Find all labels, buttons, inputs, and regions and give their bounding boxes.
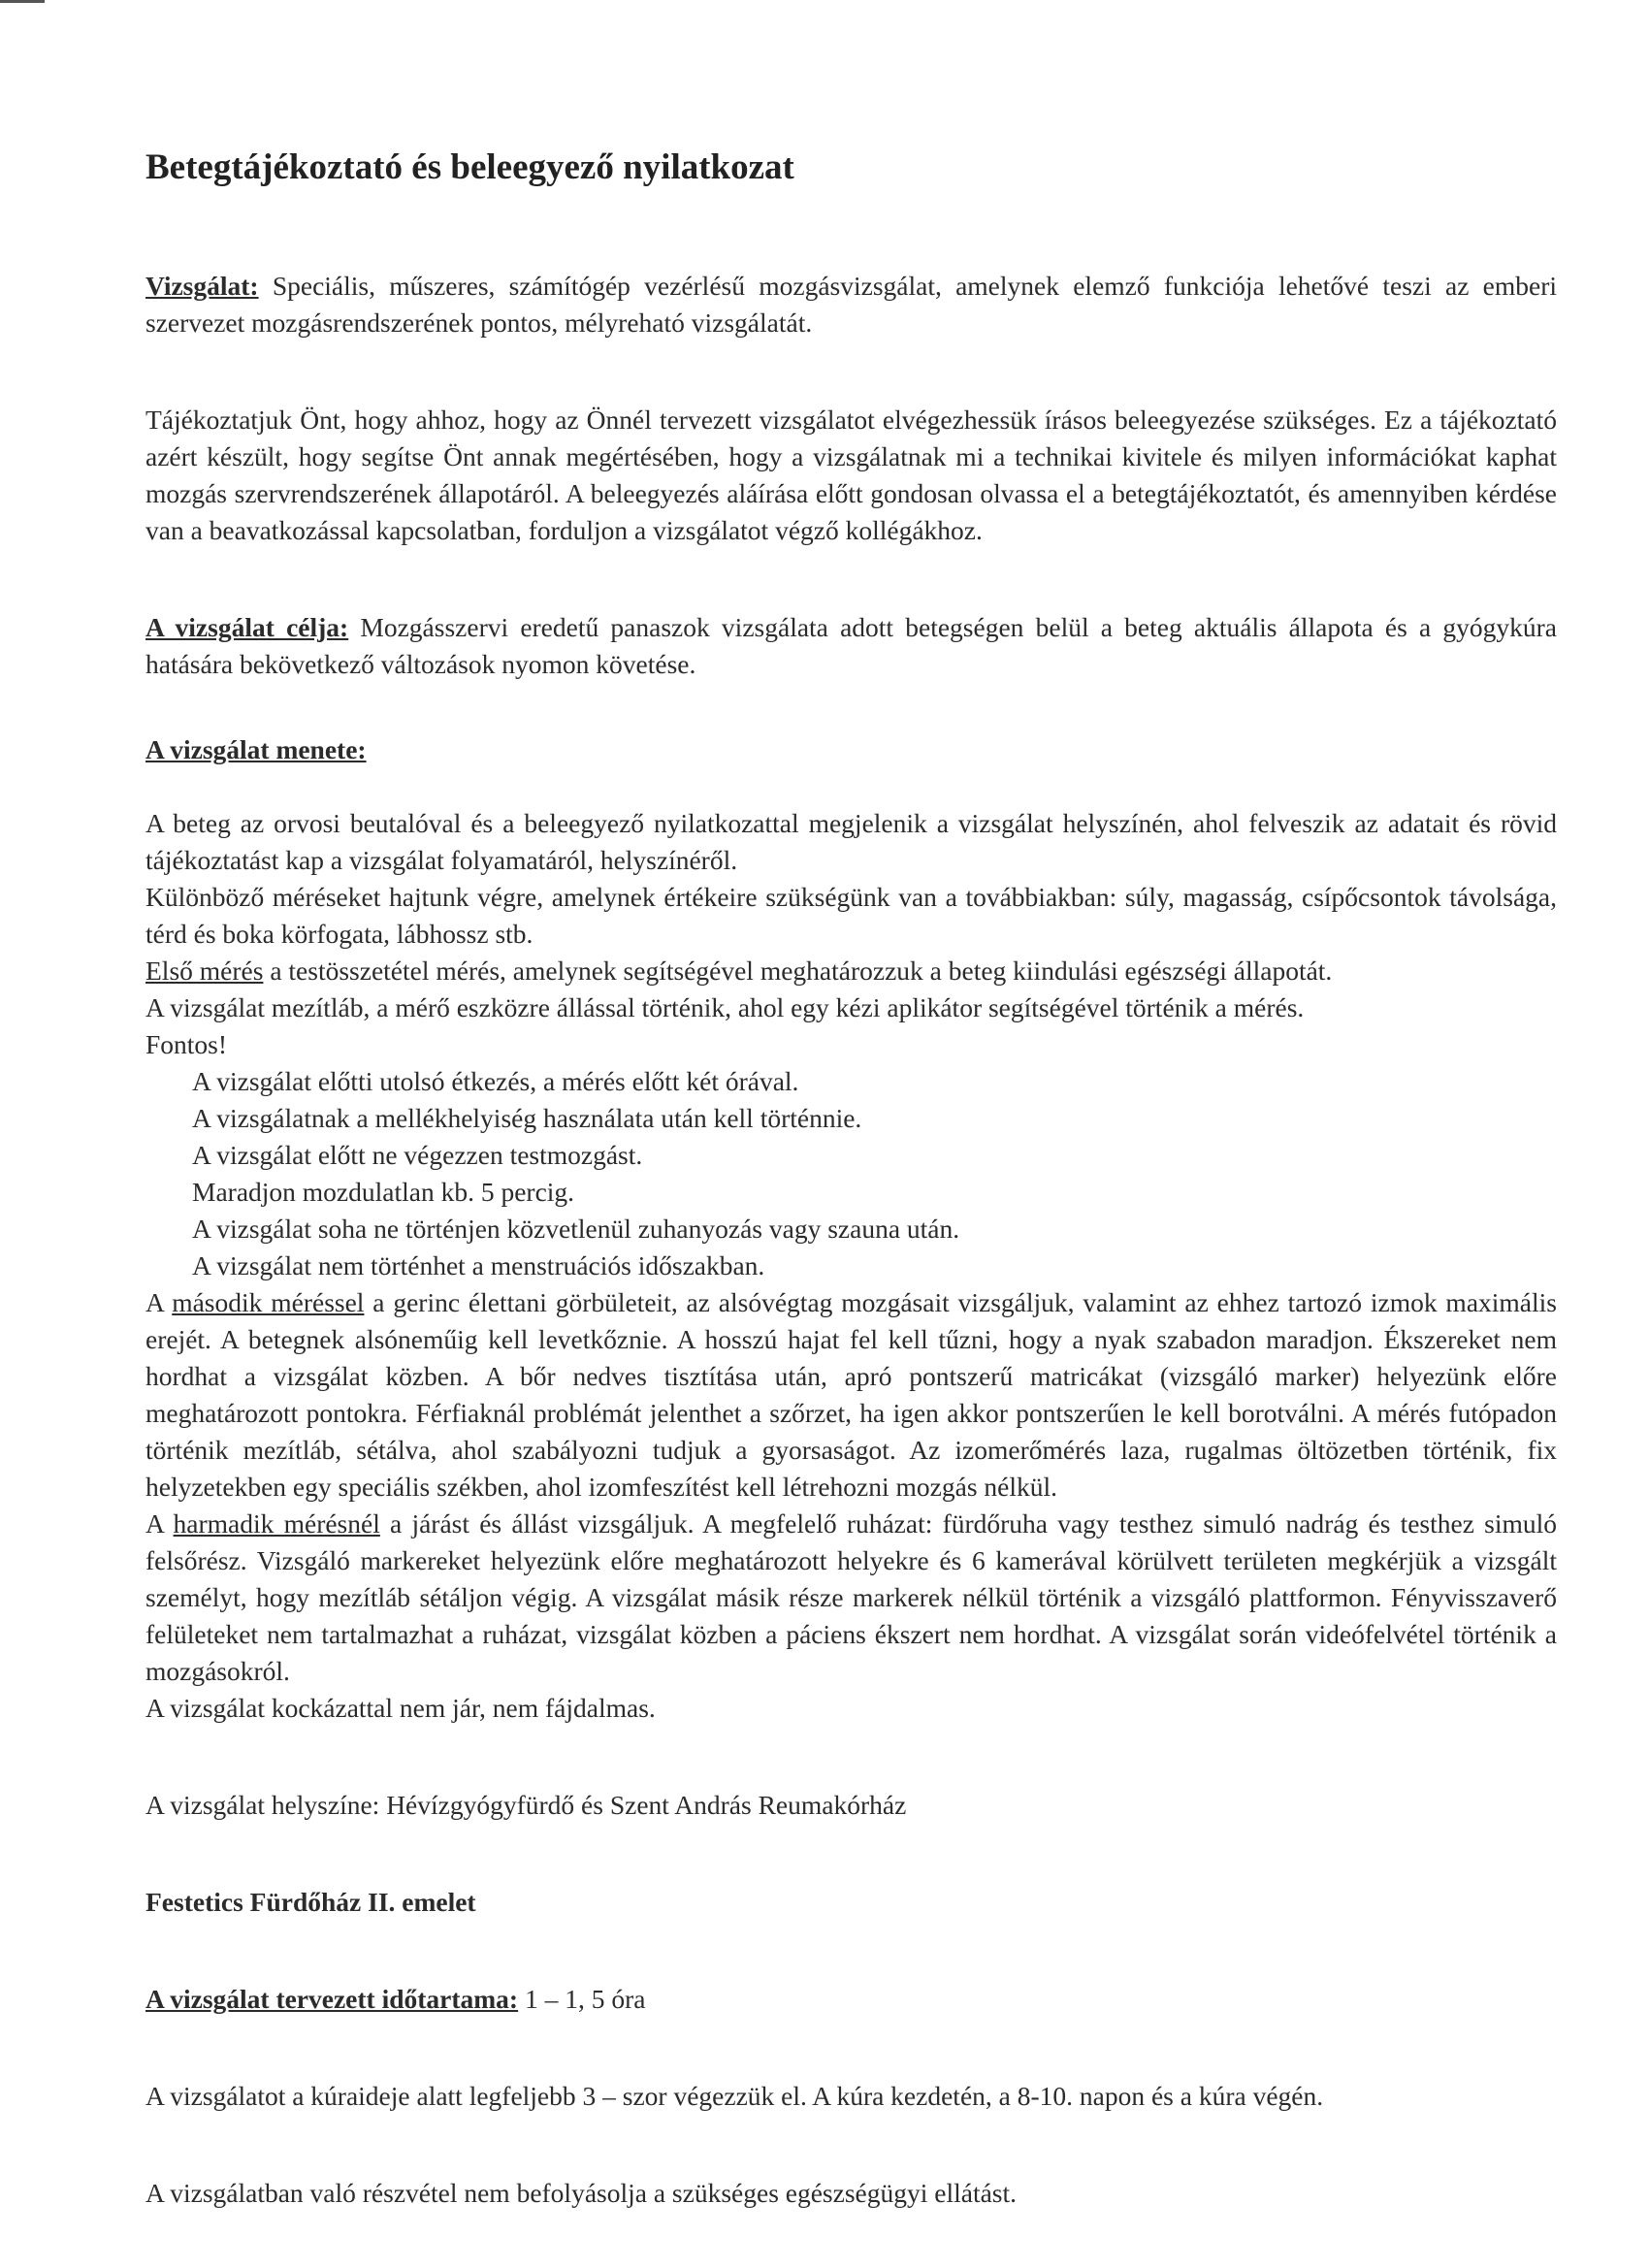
procedure-section [146,805,1557,1727]
list-item: A vizsgálat soha ne történjen közvetlenül zuhanyozás vagy szauna után. [192,1214,960,1244]
risk-statement: A vizsgálat kockázattal nem jár, nem fájdalmas. [146,1693,656,1723]
intro-paragraph: Tájékoztatjuk Önt, hogy ahhoz, hogy az Önnél tervezett vizsgálatot elvégezhessük írásos beleegyezése szükséges. Ez a tájékoztató azért készült, hogy segítse Önt annak megértésében, hogy a vizsgálatnak mi a technikai kivitele és milyen információkat kaphat mozgás szervrendszerének állapotáról. A beleegyezés aláírása előtt gondosan olvassa el a betegtájékoztatót, és amennyiben kérdése van a beavatkozással kapcsolatban, forduljon a vizsgálatot végző kollégákhoz. [146,405,1557,545]
procedure-first-measurement [146,953,1557,989]
third-measurement-text: a járást és állást vizsgáljuk. A megfelelő ruházat: fürdőruha vagy testhez simuló nadrág és testhez simuló felsőrész. Vizsgáló markereket helyezünk előre meghatározott helyekre és 6 kamerával körülvett területen megkérjük a vizsgált személyt, hogy mezítláb sétáljon végig. A vizsgálat másik része markerek nélkül történik a vizsgáló plattformon. Fényvisszaverő felületeket nem tartalmazhat a ruházat, vizsgálat közben a páciens ékszert nem hordhat. A vizsgálat során videófelvétel történik a mozgásokról. [146,1508,1558,1686]
document-title: Betegtájékoztató és beleegyező nyilatkozat [146,147,794,187]
purpose-text: Mozgásszervi eredetű panaszok vizsgálata adott betegségen belül a beteg aktuális állapota és a gyógykúra hatására bekövetkező változások nyomon követése. [146,612,1558,679]
first-measurement-text: a testösszetétel mérés, amelynek segítségével meghatározzuk a beteg kiindulási egészségi állapotát. [263,956,1333,986]
exam-location: A vizsgálat helyszíne: Hévízgyógyfürdő és Szent András Reumakórház [146,1790,907,1820]
procedure-arrival: A beteg az orvosi beutalóval és a beleegyező nyilatkozattal megjelenik a vizsgálat helyszínén, ahol felveszik az adatait és rövid tájékoztatást kap a vizsgálat folyamatáról, helyszínéről. [146,808,1557,875]
procedure-label: A vizsgálat menete: [146,734,367,764]
scan-edge-mark [0,0,45,3]
exam-purpose [146,609,1557,683]
exam-definition [146,268,1557,341]
exam-duration [146,1981,1557,2018]
list-item: A vizsgálat előtti utolsó étkezés, a mérés előtt két órával. [192,1066,799,1096]
second-prefix: A [146,1287,173,1317]
procedure-barefoot: A vizsgálat mezítláb, a mérő eszközre állással történik, ahol egy kézi aplikátor segítségével történik a mérés. [146,992,1305,1022]
purpose-label: A vizsgálat célja: [146,612,349,642]
building-floor: Festetics Fürdőház II. emelet [146,1887,476,1917]
procedure-heading [146,731,1557,768]
third-prefix: A [146,1508,174,1539]
second-measurement-text: a gerinc élettani görbületeit, az alsóvégtag mozgásait vizsgáljuk, valamint az ehhez tartozó izmok maximális erejét. A betegnek alsóneműig kell levetkőznie. A hosszú hajat fel kell tűzni, hogy a nyak szabadon maradjon. Ékszereket nem hordhat a vizsgálat közben. A bőr nedves tisztítása után, apró pontszerű matricákat (vizsgáló marker) helyezünk előre meghatározott pontokra. Férfiaknál problémát jelenthet a szőrzet, ha igen akkor pontszerűen le kell borotválni. A mérés futópadon történik mezítláb, sétálva, ahol szabályozni tudjuk a gyorsaságot. Az izomerőmérés laza, rugalmas öltözetben történik, fix helyzetekben egy speciális székben, ahol izomfeszítést kell létrehozni mozgás nélkül. [146,1287,1558,1502]
procedure-third-measurement [146,1506,1557,1690]
first-measurement-label: Első mérés [146,956,264,986]
document-page [146,146,1557,2212]
procedure-second-measurement [146,1284,1557,1506]
list-item: Maradjon mozdulatlan kb. 5 percig. [192,1177,575,1207]
closing-statement: A vizsgálatban való részvétel nem befolyásolja a szükséges egészségügyi ellátást. [146,2178,1018,2208]
exam-label: Vizsgálat: [146,271,259,301]
important-note: Fontos! [146,1029,228,1059]
list-item: A vizsgálat nem történhet a menstruációs időszakban. [192,1250,765,1280]
list-item: A vizsgálatnak a mellékhelyiség használata után kell történnie. [192,1103,862,1133]
exam-text: Speciális, műszeres, számítógép vezérlésű mozgásvizsgálat, amelynek elemző funkciója lehetővé teszi az emberi szervezet mozgásrendszerének pontos, mélyreható vizsgálatát. [146,271,1557,338]
duration-text: 1 – 1, 5 óra [518,1984,646,2014]
exam-frequency: A vizsgálatot a kúraideje alatt legfeljebb 3 – szor végezzük el. A kúra kezdetén, a 8-10. napon és a kúra végén. [146,2081,1324,2111]
third-measurement-label: harmadik mérésnél [173,1508,380,1539]
second-measurement-label: második méréssel [172,1287,365,1317]
procedure-measurements: Különböző méréseket hajtunk végre, amelynek értékeire szükségünk van a továbbiakban: súly, magasság, csípőcsontok távolsága, térd és boka körfogata, lábhossz stb. [146,882,1557,949]
duration-label: A vizsgálat tervezett időtartama: [146,1984,519,2014]
list-item: A vizsgálat előtt ne végezzen testmozgást. [192,1140,643,1170]
